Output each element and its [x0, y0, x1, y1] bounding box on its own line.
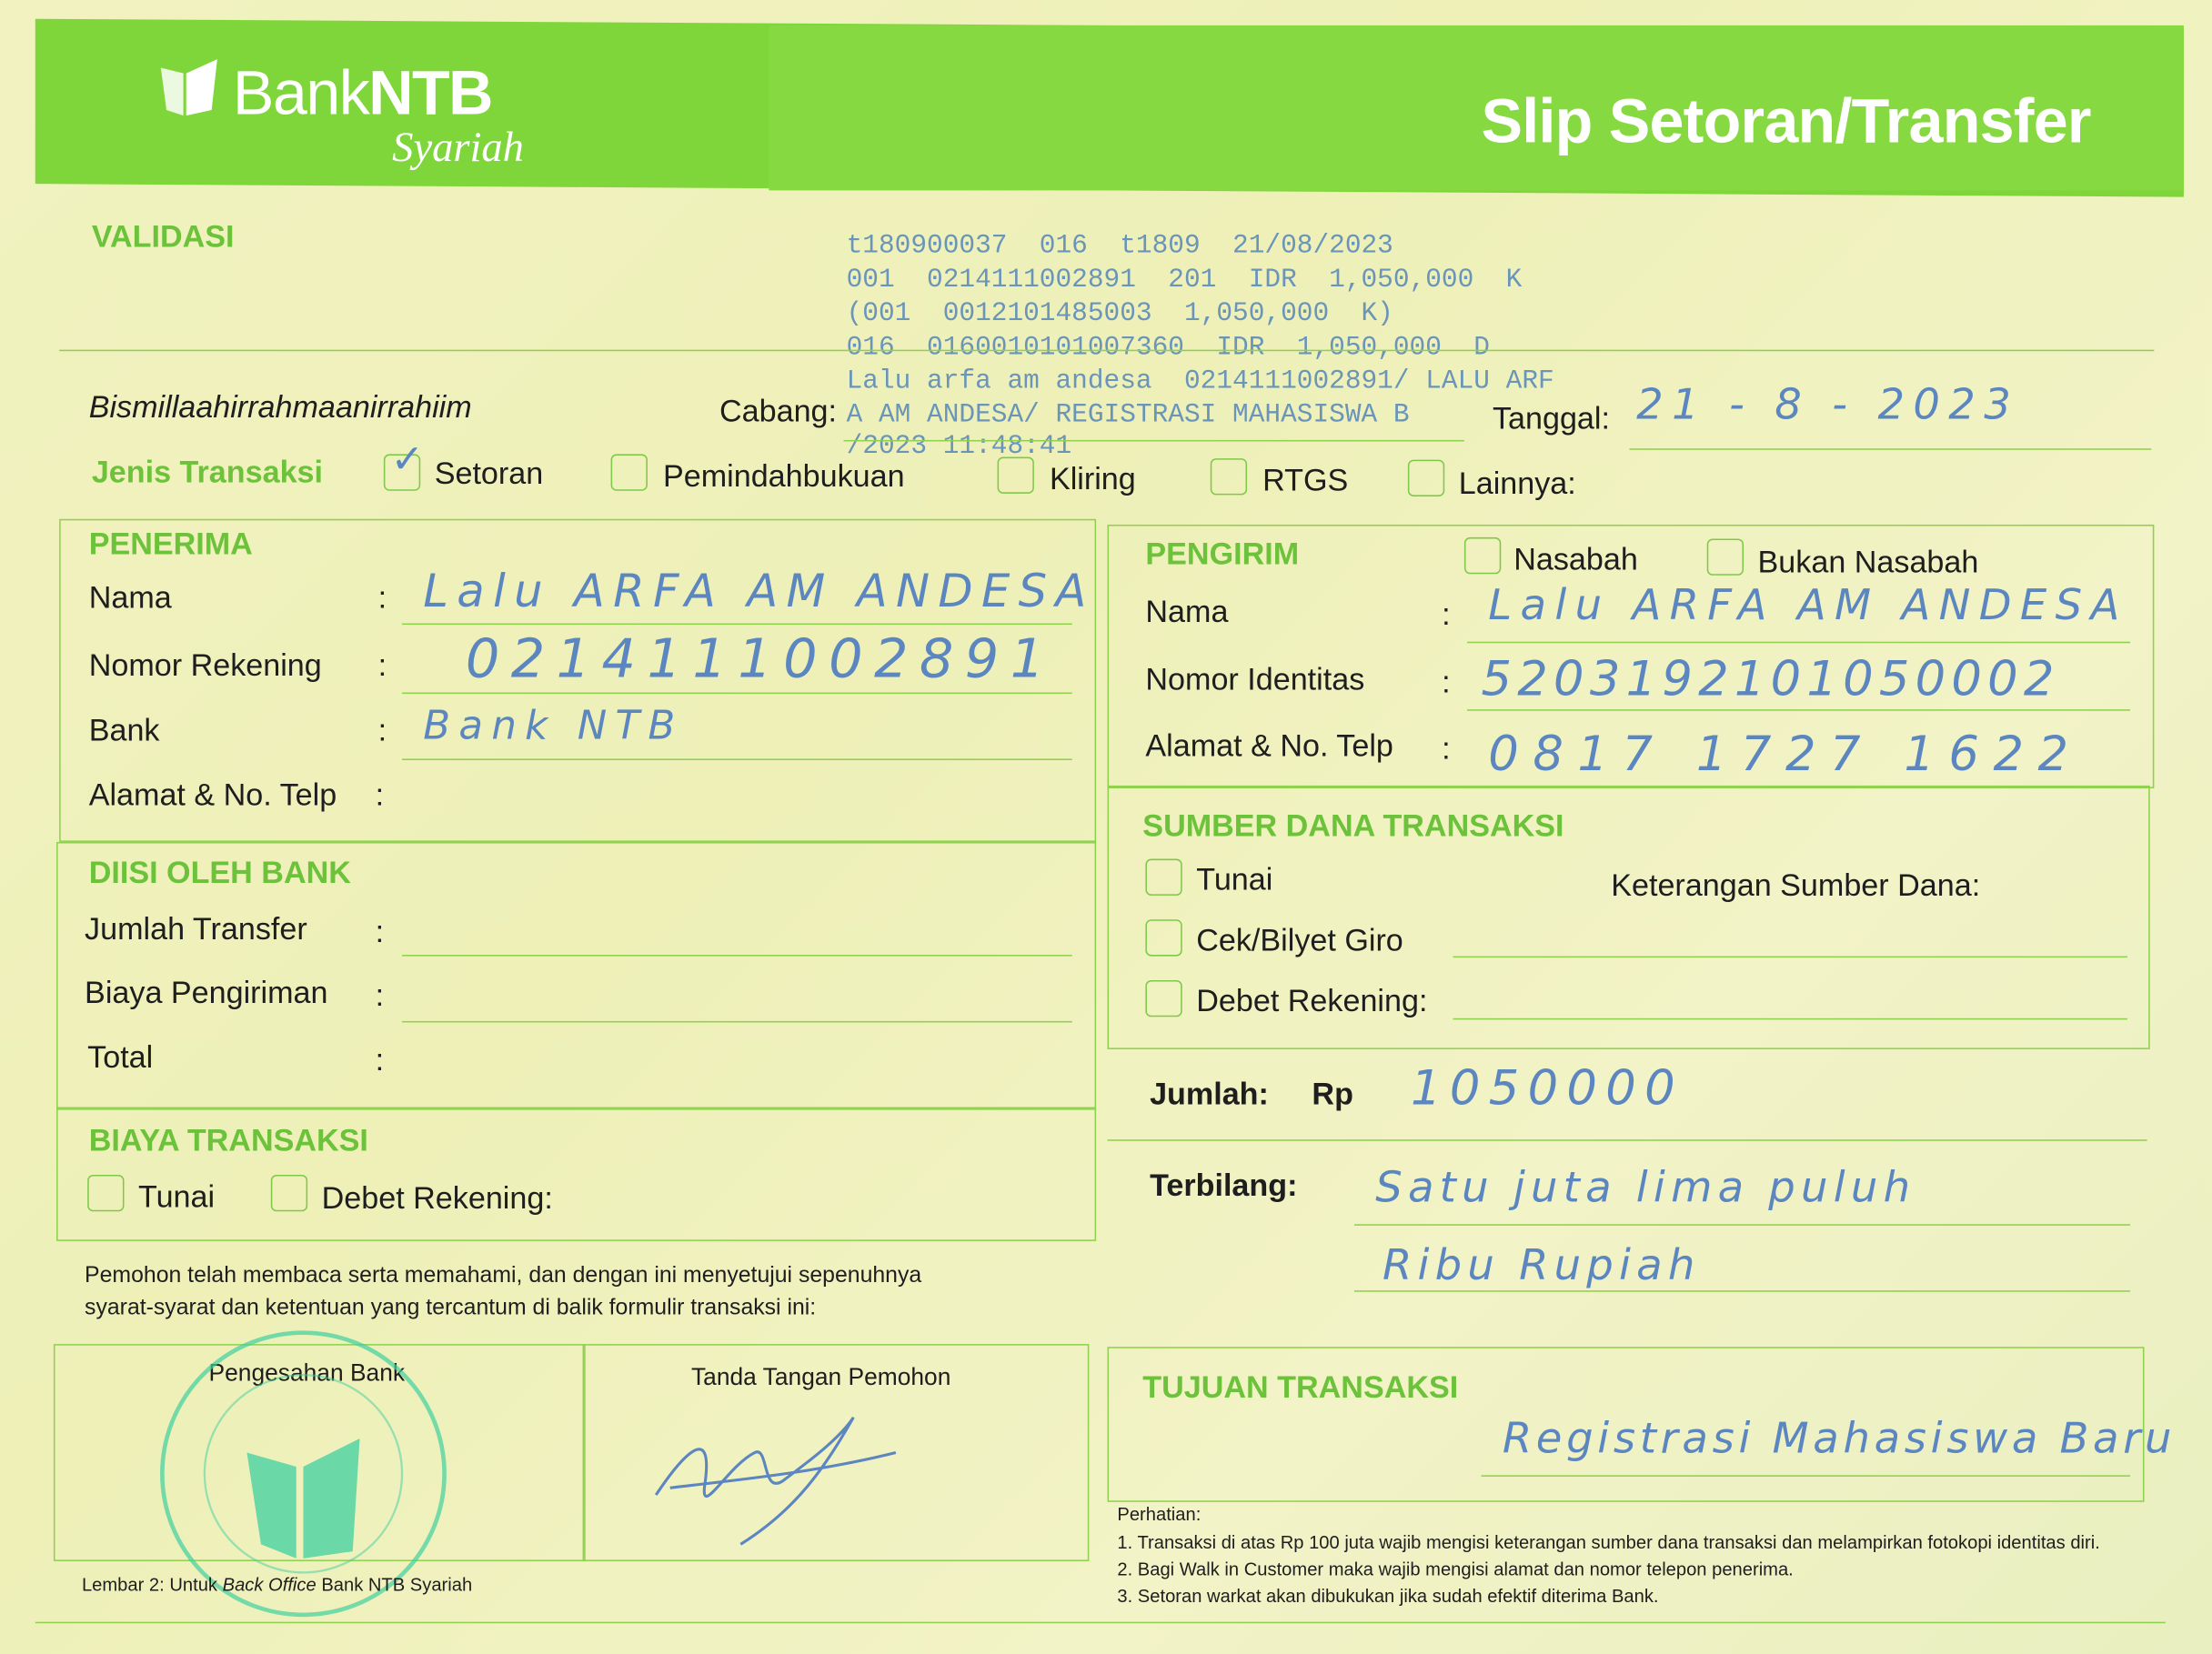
field-line	[1354, 1224, 2130, 1226]
colon: :	[375, 777, 385, 813]
validasi-label: VALIDASI	[91, 218, 235, 255]
nasabah-checkbox[interactable]	[1464, 537, 1501, 574]
colon: :	[375, 977, 385, 1013]
penerima-alamat-label: Alamat & No. Telp	[88, 777, 337, 813]
lainnya-label: Lainnya:	[1458, 465, 1576, 501]
penerima-bank-value[interactable]: Bank NTB	[423, 702, 684, 749]
bank-approval-label: Pengesahan Bank	[208, 1359, 406, 1387]
terbilang-label: Terbilang:	[1150, 1168, 1298, 1204]
penerima-nama-value[interactable]: Lalu ARFA AM ANDESA	[423, 564, 1095, 618]
field-line	[1453, 957, 2127, 958]
field-line	[1482, 1475, 2130, 1477]
colon: :	[377, 712, 387, 748]
form-title: Slip Setoran/Transfer	[1481, 87, 2091, 157]
validation-line: Lalu arfa am andesa 0214111002891/ LALU ARF	[846, 365, 1554, 396]
jumlah-currency: Rp	[1312, 1076, 1353, 1112]
perhatian-title: Perhatian:	[1117, 1503, 1202, 1525]
pengirim-title: PENGIRIM	[1145, 536, 1300, 572]
penerima-rekening-label: Nomor Rekening	[88, 647, 322, 683]
sumber-dana-title: SUMBER DANA TRANSAKSI	[1142, 807, 1564, 844]
total-label: Total	[87, 1039, 154, 1075]
divider	[59, 350, 2154, 352]
kliring-checkbox[interactable]	[998, 457, 1034, 494]
colon: :	[1442, 596, 1451, 632]
colon: :	[1442, 664, 1451, 700]
jumlah-transfer-label: Jumlah Transfer	[85, 910, 307, 947]
pemohon-note: syarat-syarat dan ketentuan yang tercantum di balik formulir transaksi ini:	[85, 1296, 817, 1320]
applicant-signature	[642, 1396, 939, 1551]
field-line	[1467, 642, 2130, 644]
biaya-title: BIAYA TRANSAKSI	[88, 1122, 368, 1158]
tanggal-label: Tanggal:	[1492, 400, 1610, 436]
sumber-cek-checkbox[interactable]	[1145, 919, 1181, 956]
bismillah-text: Bismillaahirrahmaanirrahiim	[88, 389, 472, 425]
biaya-tunai-label: Tunai	[137, 1178, 216, 1215]
tanggal-line	[1629, 448, 2151, 450]
validation-line: 001 0214111002891 201 IDR 1,050,000 K	[846, 264, 1523, 296]
rtgs-checkbox[interactable]	[1211, 458, 1247, 495]
field-line	[402, 1021, 1072, 1023]
colon: :	[1442, 730, 1451, 767]
lainnya-checkbox[interactable]	[1408, 460, 1444, 496]
colon: :	[375, 914, 385, 949]
sumber-tunai-checkbox[interactable]	[1145, 859, 1181, 896]
terbilang-line1[interactable]: Satu juta lima puluh	[1375, 1163, 1916, 1213]
lembar-note: Lembar 2: Untuk Back Office Bank NTB Syariah	[81, 1573, 473, 1596]
bank-logo-icon	[156, 54, 223, 121]
rtgs-label: RTGS	[1262, 462, 1349, 498]
tanggal-value[interactable]: 21 - 8 - 2023	[1636, 380, 2020, 431]
bank-logo-text: BankNTB	[232, 59, 492, 129]
pengirim-nama-label: Nama	[1145, 593, 1229, 629]
cabang-label: Cabang:	[719, 393, 838, 429]
bukan-nasabah-checkbox[interactable]	[1707, 538, 1744, 575]
penerima-nama-label: Nama	[88, 579, 172, 616]
pengirim-identitas-label: Nomor Identitas	[1145, 661, 1365, 697]
sumber-debet-label: Debet Rekening:	[1196, 983, 1428, 1018]
pengirim-identitas-value[interactable]: 5203192101050002	[1481, 651, 2060, 708]
field-line	[1467, 709, 2130, 711]
cabang-line	[843, 440, 1463, 442]
colon: :	[377, 579, 387, 616]
perhatian-item: 1. Transaksi di atas Rp 100 juta wajib mengisi keterangan sumber dana transaksi dan melampirkan fotokopi identitas diri.	[1117, 1531, 2100, 1553]
setoran-label: Setoran	[434, 455, 544, 491]
setoran-checkbox[interactable]: ✓	[384, 454, 420, 490]
terbilang-line2[interactable]: Ribu Rupiah	[1382, 1240, 1701, 1291]
colon: :	[377, 647, 387, 683]
validation-line: 016 0160010101007360 IDR 1,050,000 D	[846, 331, 1490, 363]
field-line	[402, 758, 1072, 760]
bank-logo-subtitle: Syariah	[392, 124, 524, 171]
jenis-transaksi-label: Jenis Transaksi	[91, 454, 324, 490]
applicant-signature-label: Tanda Tangan Pemohon	[690, 1363, 951, 1391]
tujuan-value[interactable]: Registrasi Mahasiswa Baru	[1502, 1414, 2177, 1464]
biaya-debet-label: Debet Rekening:	[321, 1180, 553, 1216]
field-line	[402, 693, 1072, 695]
bukan-nasabah-label: Bukan Nasabah	[1757, 544, 1979, 580]
validation-line: /2023 11:48:41	[846, 430, 1072, 462]
penerima-bank-label: Bank	[88, 712, 160, 748]
sumber-tunai-label: Tunai	[1196, 861, 1273, 897]
perhatian-item: 3. Setoran warkat akan dibukukan jika sudah efektif diterima Bank.	[1117, 1585, 1659, 1607]
sumber-cek-label: Cek/Bilyet Giro	[1196, 922, 1403, 958]
pemohon-note: Pemohon telah membaca serta memahami, dan dengan ini menyetujui sepenuhnya	[85, 1263, 922, 1288]
field-line	[1453, 1018, 2127, 1020]
tujuan-title: TUJUAN TRANSAKSI	[1142, 1369, 1459, 1405]
pengirim-nama-value[interactable]: Lalu ARFA AM ANDESA	[1488, 581, 2128, 631]
perhatian-item: 2. Bagi Walk in Customer maka wajib mengisi alamat dan nomor telepon penerima.	[1117, 1558, 1794, 1580]
colon: :	[375, 1042, 385, 1078]
jumlah-label: Jumlah:	[1150, 1076, 1269, 1112]
jumlah-value[interactable]: 1050000	[1411, 1060, 1684, 1118]
sumber-debet-checkbox[interactable]	[1145, 980, 1181, 1017]
biaya-pengiriman-label: Biaya Pengiriman	[85, 974, 328, 1010]
validation-line: A AM ANDESA/ REGISTRASI MAHASISWA B	[846, 398, 1410, 431]
field-line	[402, 624, 1072, 626]
biaya-debet-checkbox[interactable]	[271, 1175, 307, 1211]
penerima-title: PENERIMA	[88, 526, 253, 562]
pemindahbukuan-label: Pemindahbukuan	[662, 458, 905, 494]
divider	[1108, 1139, 2147, 1141]
pengirim-alamat-label: Alamat & No. Telp	[1145, 727, 1393, 764]
biaya-tunai-checkbox[interactable]	[87, 1175, 124, 1211]
pengirim-alamat-value[interactable]: 0817 1727 1622	[1488, 726, 2083, 783]
bottom-border	[35, 1622, 2166, 1624]
field-line	[1354, 1290, 2130, 1292]
diisi-title: DIISI OLEH BANK	[88, 854, 351, 890]
nasabah-label: Nasabah	[1513, 541, 1638, 577]
validation-line: (001 0012101485003 1,050,000 K)	[846, 297, 1393, 329]
field-line	[402, 955, 1072, 957]
keterangan-label: Keterangan Sumber Dana:	[1611, 867, 1981, 903]
pemindahbukuan-checkbox[interactable]	[611, 454, 648, 490]
penerima-rekening-value[interactable]: 0214111002891	[465, 627, 1056, 690]
kliring-label: Kliring	[1049, 461, 1136, 496]
validation-line: t180900037 016 t1809 21/08/2023	[846, 229, 1393, 261]
